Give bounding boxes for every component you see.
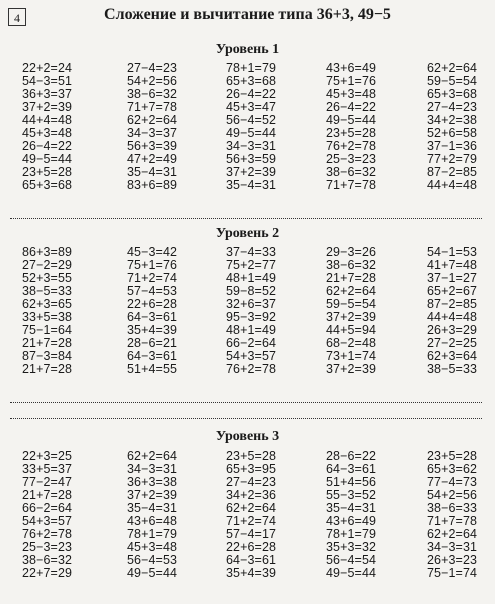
exercise-column (427, 450, 477, 580)
exercise: 36+3=38 (127, 475, 178, 489)
exercise: 22+6=28 (226, 540, 277, 554)
exercise: 35+4=39 (226, 566, 277, 580)
exercise: 52+3=55 (22, 271, 73, 285)
exercise: 37+2=39 (226, 165, 277, 179)
exercise: 71+7=78 (326, 178, 377, 192)
exercise: 55−3=52 (326, 488, 377, 502)
exercise: 25−3=23 (22, 540, 73, 554)
exercise: 65+3=68 (22, 178, 73, 192)
exercise: 44+4=48 (22, 113, 73, 127)
exercise: 75+2=77 (226, 258, 277, 272)
exercise: 51+4=56 (326, 475, 377, 489)
exercise: 23+5=28 (427, 449, 478, 463)
exercise-column (127, 62, 177, 192)
exercise: 45−3=42 (127, 245, 178, 259)
exercise: 38−6=32 (22, 553, 73, 567)
exercise: 27−2=25 (427, 336, 478, 350)
exercise: 37+2=39 (22, 100, 73, 114)
exercise: 62+3=64 (427, 349, 478, 363)
exercise: 56+3=39 (127, 139, 178, 153)
exercise: 35+4=39 (127, 323, 178, 337)
exercise: 56−4=54 (326, 553, 377, 567)
exercise: 37+2=39 (326, 362, 377, 376)
exercise: 71+2=74 (127, 271, 178, 285)
exercise: 62+2=64 (427, 527, 478, 541)
exercise: 22+6=28 (127, 297, 178, 311)
exercise: 54+2=56 (127, 74, 178, 88)
exercise: 65+2=67 (427, 284, 478, 298)
exercise: 26−4=22 (226, 87, 277, 101)
exercise: 34−3=31 (127, 462, 178, 476)
exercise: 64−3=61 (226, 553, 277, 567)
exercise: 38−5=33 (427, 362, 478, 376)
exercise: 62+2=64 (226, 501, 277, 515)
exercise: 49−5=44 (22, 152, 73, 166)
exercise: 28−6=22 (326, 449, 377, 463)
exercise: 33+5=38 (22, 310, 73, 324)
exercise: 41+7=48 (427, 258, 478, 272)
exercise: 49−5=44 (326, 113, 377, 127)
exercise: 37+2=39 (326, 310, 377, 324)
exercise: 56−4=53 (127, 553, 178, 567)
exercise: 27−4=23 (127, 61, 178, 75)
page-title: Сложение и вычитание типа 36+3, 49−5 (104, 6, 391, 23)
exercise: 77−4=73 (427, 475, 478, 489)
exercise-column (22, 450, 72, 580)
exercise-column (22, 246, 72, 376)
exercise: 22+2=24 (22, 61, 73, 75)
exercise: 34+2=36 (226, 488, 277, 502)
exercise: 25−3=23 (326, 152, 377, 166)
exercise: 64−3=61 (127, 310, 178, 324)
exercise: 71+7=78 (127, 100, 178, 114)
exercise: 95−3=92 (226, 310, 277, 324)
exercise: 66−2=64 (22, 501, 73, 515)
exercise: 52+6=58 (427, 126, 478, 140)
exercise: 54−1=53 (427, 245, 478, 259)
level-2-title: Уровень 2 (215, 226, 280, 241)
exercise: 23+5=28 (226, 449, 277, 463)
exercise: 62+2=64 (427, 61, 478, 75)
exercise: 68−2=48 (326, 336, 377, 350)
exercise: 62+2=64 (326, 284, 377, 298)
exercise: 51+4=55 (127, 362, 178, 376)
exercise: 34+2=38 (427, 113, 478, 127)
dotted-divider (10, 418, 482, 419)
exercise: 87−3=84 (22, 349, 73, 363)
exercise-column (326, 246, 376, 376)
exercise: 75−1=64 (22, 323, 73, 337)
exercise: 26+3=23 (427, 553, 478, 567)
exercise-column (326, 450, 376, 580)
exercise: 65+3=68 (226, 74, 277, 88)
exercise: 27−2=29 (22, 258, 73, 272)
exercise-column (427, 246, 477, 376)
exercise-column (226, 450, 276, 580)
exercise-column (326, 62, 376, 192)
exercise: 76+2=78 (22, 527, 73, 541)
exercise: 35−4=31 (127, 501, 178, 515)
exercise: 48+1=49 (226, 323, 277, 337)
exercise: 57−4=53 (127, 284, 178, 298)
exercise: 87−2=85 (427, 297, 478, 311)
exercise: 38−6=32 (127, 87, 178, 101)
exercise: 45+3=47 (226, 100, 277, 114)
exercise: 35−4=31 (127, 165, 178, 179)
exercise: 21+7=28 (22, 362, 73, 376)
exercise: 71+2=74 (226, 514, 277, 528)
exercise: 71+7=78 (427, 514, 478, 528)
exercise: 27−4=23 (226, 475, 277, 489)
exercise: 56+3=59 (226, 152, 277, 166)
exercise: 64−3=61 (127, 349, 178, 363)
exercise: 65+3=95 (226, 462, 277, 476)
exercise: 26−4=22 (22, 139, 73, 153)
exercise: 54−3=51 (22, 74, 73, 88)
exercise: 73+1=74 (326, 349, 377, 363)
exercise: 54+3=57 (226, 349, 277, 363)
exercise: 47+2=49 (127, 152, 178, 166)
exercise: 27−4=23 (427, 100, 478, 114)
exercise: 35+3=32 (326, 540, 377, 554)
exercise: 29−3=26 (326, 245, 377, 259)
exercise-column (22, 62, 72, 192)
dotted-divider (10, 218, 482, 219)
exercise: 35−4=31 (326, 501, 377, 515)
exercise: 75+1=76 (127, 258, 178, 272)
exercise: 76+2=78 (226, 362, 277, 376)
exercise: 78+1=79 (226, 61, 277, 75)
exercise: 38−6=32 (326, 165, 377, 179)
exercise: 75+1=76 (326, 74, 377, 88)
dotted-divider (10, 402, 482, 403)
exercise: 48+1=49 (226, 271, 277, 285)
exercise: 76+2=78 (326, 139, 377, 153)
exercise: 23+5=28 (22, 165, 73, 179)
exercise: 62+3=65 (22, 297, 73, 311)
exercise: 43+6=49 (326, 514, 377, 528)
exercise: 54+2=56 (427, 488, 478, 502)
exercise: 64−3=61 (326, 462, 377, 476)
exercise: 35−4=31 (226, 178, 277, 192)
exercise: 21+7=28 (22, 488, 73, 502)
exercise: 21+7=28 (22, 336, 73, 350)
level-3-title: Уровень 3 (215, 429, 280, 444)
exercise-column (226, 246, 276, 376)
exercise: 33+5=37 (22, 462, 73, 476)
exercise: 34−3=31 (427, 540, 478, 554)
exercise: 59−5=54 (427, 74, 478, 88)
exercise: 28−6=21 (127, 336, 178, 350)
exercise: 44+4=48 (427, 178, 478, 192)
level-1-title: Уровень 1 (215, 42, 280, 57)
exercise: 38−6=33 (427, 501, 478, 515)
exercise: 57−4=17 (226, 527, 277, 541)
exercise: 45+3=48 (127, 540, 178, 554)
exercise: 26+3=29 (427, 323, 478, 337)
exercise-column (226, 62, 276, 192)
exercise: 54+3=57 (22, 514, 73, 528)
exercise: 66−2=64 (226, 336, 277, 350)
exercise: 38−6=32 (326, 258, 377, 272)
exercise: 44+5=94 (326, 323, 377, 337)
exercise: 59−8=52 (226, 284, 277, 298)
exercise: 37−1=36 (427, 139, 478, 153)
exercise: 62+2=64 (127, 113, 178, 127)
exercise: 49−5=44 (226, 126, 277, 140)
exercise: 49−5=44 (326, 566, 377, 580)
exercise: 37+2=39 (127, 488, 178, 502)
exercise: 83+6=89 (127, 178, 178, 192)
exercise: 87−2=85 (427, 165, 478, 179)
exercise: 37−1=27 (427, 271, 478, 285)
exercise: 77−2=47 (22, 475, 73, 489)
exercise: 78+1=79 (127, 527, 178, 541)
exercise: 56−4=52 (226, 113, 277, 127)
exercise: 59−5=54 (326, 297, 377, 311)
exercise-column (427, 62, 477, 192)
exercise: 38−5=33 (22, 284, 73, 298)
exercise: 32+6=37 (226, 297, 277, 311)
exercise: 77+2=79 (427, 152, 478, 166)
exercise: 65+3=68 (427, 87, 478, 101)
exercise: 86+3=89 (22, 245, 73, 259)
exercise: 22+3=25 (22, 449, 73, 463)
exercise: 43+6=48 (127, 514, 178, 528)
exercise: 37−4=33 (226, 245, 277, 259)
exercise: 36+3=37 (22, 87, 73, 101)
exercise: 23+5=28 (326, 126, 377, 140)
exercise: 75−1=74 (427, 566, 478, 580)
exercise: 49−5=44 (127, 566, 178, 580)
exercise: 34−3=37 (127, 126, 178, 140)
exercise: 21+7=28 (326, 271, 377, 285)
exercise: 22+7=29 (22, 566, 73, 580)
exercise-column (127, 246, 177, 376)
exercise: 44+4=48 (427, 310, 478, 324)
exercise: 78+1=79 (326, 527, 377, 541)
page-number: 4 (8, 8, 26, 26)
exercise: 34−3=31 (226, 139, 277, 153)
exercise: 45+3=48 (326, 87, 377, 101)
exercise-column (127, 450, 177, 580)
exercise: 43+6=49 (326, 61, 377, 75)
exercise: 26−4=22 (326, 100, 377, 114)
exercise: 62+2=64 (127, 449, 178, 463)
exercise: 65+3=62 (427, 462, 478, 476)
exercise: 45+3=48 (22, 126, 73, 140)
